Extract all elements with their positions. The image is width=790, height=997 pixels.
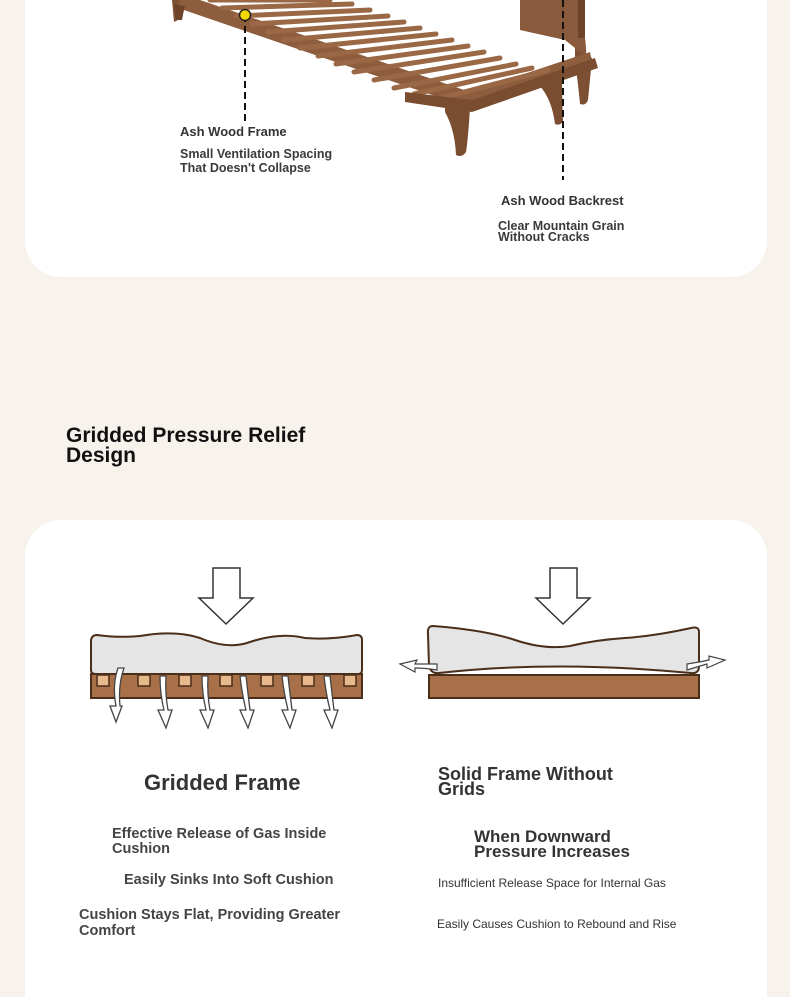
solid-frame-heading: Solid Frame Without Grids — [438, 764, 613, 799]
bed-frame-illustration — [0, 0, 790, 280]
right-point-3: Easily Causes Cushion to Rebound and Rise — [437, 917, 677, 931]
left-point-3: Cushion Stays Flat, Providing Greater Comfort — [79, 907, 341, 939]
right-point-2: Insufficient Release Space for Internal Gas — [438, 876, 666, 890]
backrest-callout-title: Ash Wood Backrest — [501, 193, 624, 208]
backrest-callout-desc: Clear Mountain Grain Without Cracks — [498, 219, 625, 244]
pressure-arrow-icon — [536, 568, 590, 624]
right-point-1: When Downward Pressure Increases — [474, 827, 630, 861]
gridded-frame-heading: Gridded Frame — [144, 770, 301, 795]
left-point-2: Easily Sinks Into Soft Cushion — [124, 872, 334, 888]
callout-marker-icon — [240, 10, 251, 21]
pressure-arrow-icon — [199, 568, 253, 624]
gridded-frame-diagram — [80, 560, 380, 740]
solid-frame-diagram — [395, 560, 730, 710]
left-point-1: Effective Release of Gas Inside Cushion — [112, 826, 327, 857]
frame-callout-title: Ash Wood Frame — [180, 124, 287, 139]
frame-callout-desc: Small Ventilation Spacing That Doesn't Collapse — [180, 147, 333, 175]
section-title: Gridded Pressure Relief Design — [66, 424, 306, 467]
